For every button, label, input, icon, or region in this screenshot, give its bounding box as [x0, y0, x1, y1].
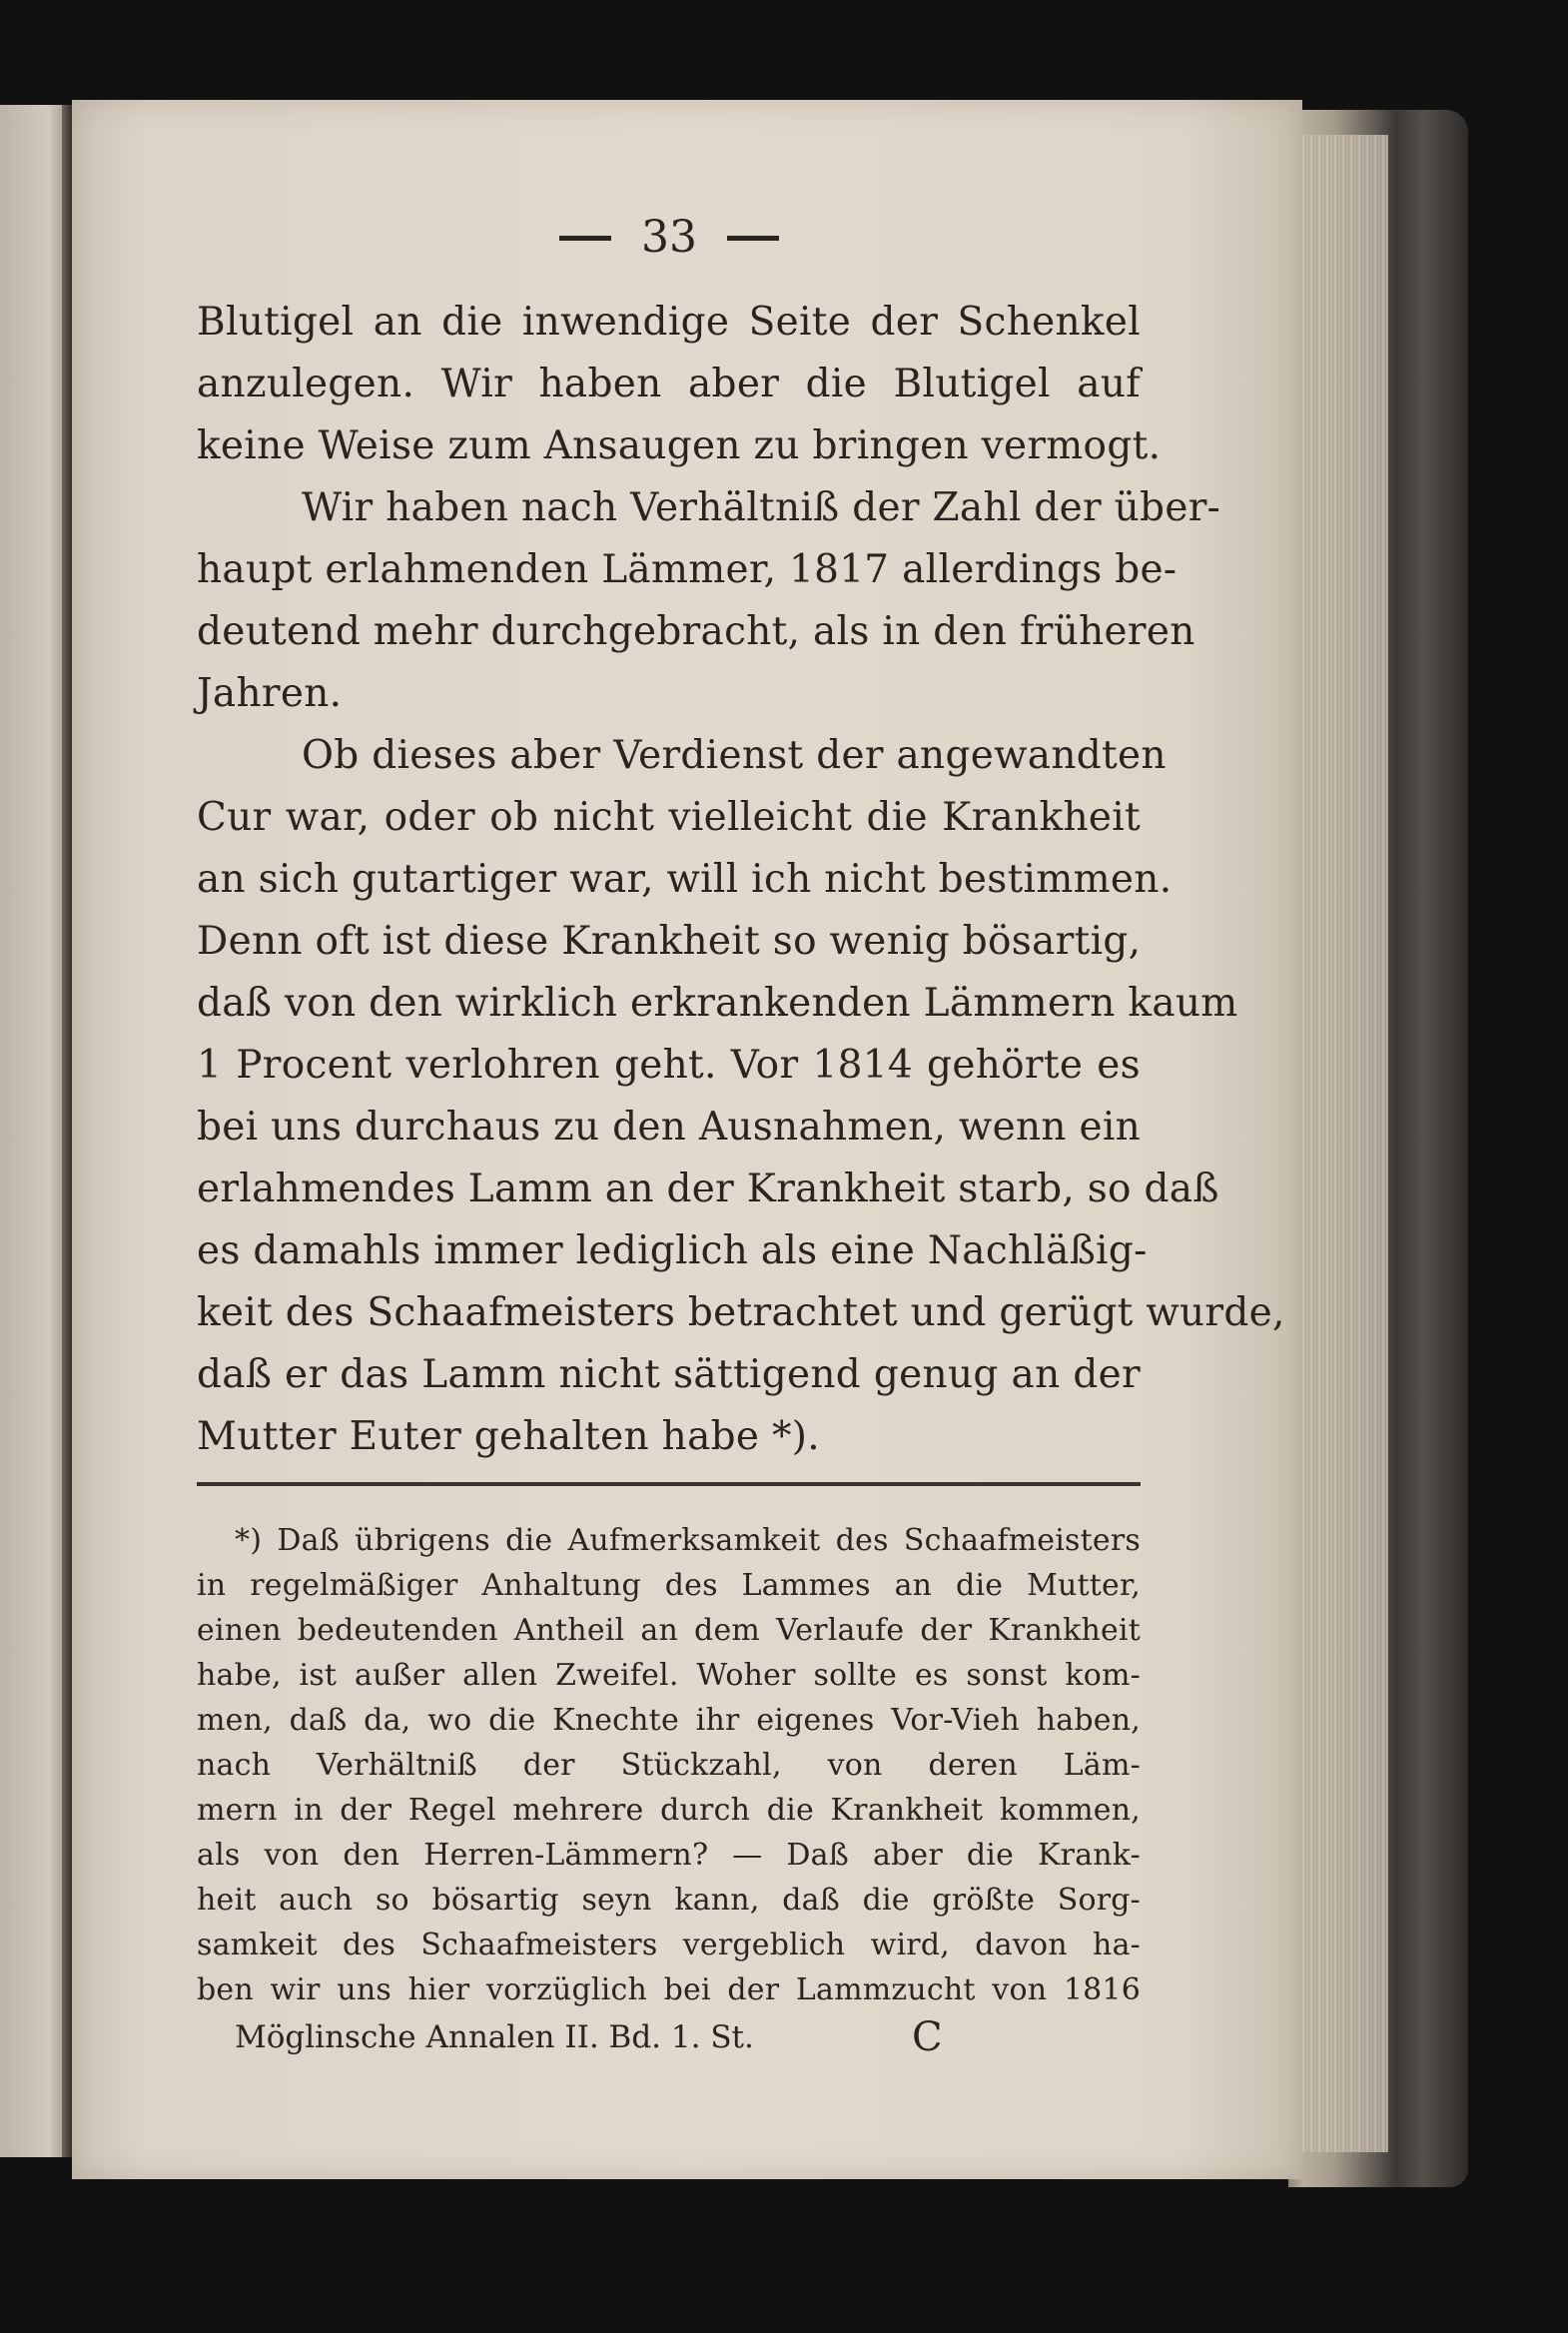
- header-dash-right: [727, 236, 779, 241]
- footnote-line: als von den Herren-Lämmern? — Daß aber die Krank-: [197, 1838, 1141, 1873]
- text-line: es damahls immer lediglich als eine Nachläßig-: [197, 1228, 1148, 1273]
- text-line: Wir haben nach Verhältniß der Zahl der über-: [302, 485, 1221, 530]
- page-header: [519, 208, 819, 268]
- text-line: keine Weise zum Ansaugen zu bringen vermogt.: [197, 423, 1162, 468]
- text-line: haupt erlahmenden Lämmer, 1817 allerdings be-: [197, 547, 1177, 592]
- left-page-edge: [0, 105, 70, 2157]
- footnote-line: einen bedeutenden Antheil an dem Verlaufe der Krankheit: [197, 1613, 1141, 1648]
- text-line: erlahmendes Lamm an der Krankheit starb, so daß: [197, 1166, 1219, 1211]
- footnote-line: nach Verhältniß der Stückzahl, von deren Läm-: [197, 1748, 1141, 1783]
- footnote-line: *) Daß übrigens die Aufmerksamkeit des Schaafmeisters: [235, 1523, 1141, 1558]
- text-line: daß von den wirklich erkrankenden Lämmern kaum: [197, 981, 1238, 1026]
- footnote-line: samkeit des Schaafmeisters vergeblich wird, davon ha-: [197, 1928, 1141, 1962]
- text-line: Mutter Euter gehalten habe *).: [197, 1414, 820, 1459]
- footnote-line: mern in der Regel mehrere durch die Krankheit kommen,: [197, 1793, 1141, 1828]
- footnote-line: ben wir uns hier vorzüglich bei der Lammzucht von 1816: [197, 1972, 1141, 2007]
- text-line: daß er das Lamm nicht sättigend genug an der: [197, 1352, 1141, 1397]
- signature-mark: C: [912, 2014, 943, 2060]
- header-dash-left: [559, 236, 611, 241]
- signature-text: Möglinsche Annalen II. Bd. 1. St.: [235, 2019, 754, 2055]
- text-line: Jahren.: [197, 671, 343, 716]
- text-line: Denn oft ist diese Krankheit so wenig bösartig,: [197, 919, 1142, 964]
- footnote-line: men, daß da, wo die Knechte ihr eigenes Vor-Vieh haben,: [197, 1703, 1141, 1738]
- text-line: 1 Procent verlohren geht. Vor 1814 gehörte es: [197, 1043, 1141, 1088]
- text-line: deutend mehr durchgebracht, als in den früheren: [197, 609, 1195, 654]
- footnote-divider: [197, 1482, 1141, 1486]
- text-line: an sich gutartiger war, will ich nicht bestimmen.: [197, 857, 1173, 902]
- page-number: 33: [641, 212, 697, 263]
- text-line: anzulegen. Wir haben aber die Blutigel auf: [197, 362, 1141, 406]
- main-text: [197, 292, 1285, 1468]
- footnote: [197, 1518, 1141, 2012]
- footnote-line: habe, ist außer allen Zweifel. Woher sollte es sonst kom-: [197, 1658, 1141, 1693]
- text-line: Cur war, oder ob nicht vielleicht die Krankheit: [197, 795, 1141, 840]
- text-line: Ob dieses aber Verdienst der angewandten: [302, 733, 1167, 778]
- footnote-line: in regelmäßiger Anhaltung des Lammes an die Mutter,: [197, 1568, 1141, 1603]
- text-line: Blutigel an die inwendige Seite der Schenkel: [197, 300, 1141, 345]
- page-stack-edge: [1298, 135, 1388, 2152]
- printer-signature: [235, 2012, 1054, 2062]
- text-line: keit des Schaafmeisters betrachtet und gerügt wurde,: [197, 1290, 1285, 1335]
- footnote-line: heit auch so bösartig seyn kann, daß die größte Sorg-: [197, 1883, 1141, 1918]
- text-line: bei uns durchaus zu den Ausnahmen, wenn ein: [197, 1105, 1142, 1150]
